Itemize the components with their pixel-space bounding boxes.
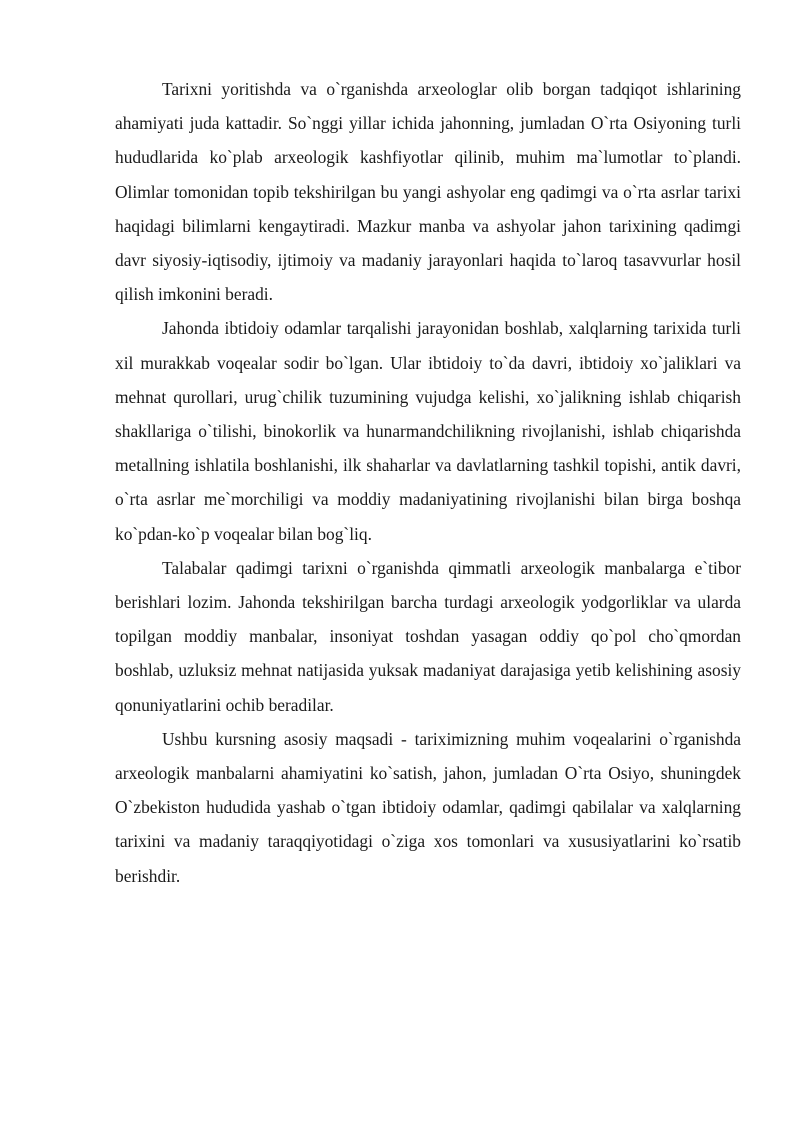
document-page	[115, 72, 741, 893]
paragraph-course-goal: Ushbu kursning asosiy maqsadi - tariximizning muhim voqealarini o`rganishda arxeologik manbalarni ahamiyatini ko`satish, jahon, jumladan O`rta Osiyo, shuningdek O`zbekiston hududida yashab o`tgan ibtidoiy odamlar, qadimgi qabilalar va xalqlarning tarixini va madaniy taraqqiyotidagi o`ziga xos tomonlari va xususiyatlarini ko`rsatib berishdir.	[115, 728, 741, 886]
paragraph-historical-events: Jahonda ibtidoiy odamlar tarqalishi jarayonidan boshlab, xalqlarning tarixida turli xil murakkab voqealar sodir bo`lgan. Ular ibtidoiy to`da davri, ibtidoiy xo`jaliklari va mehnat qurollari, urug`chilik tuzumining vujudga kelishi, xo`jalikning ishlab chiqarish shakllariga o`tilishi, binokorlik va hunarmandchilikning rivojlanishi, ishlab chiqarishda metallning ishlatila boshlanishi, ilk shaharlar va davlatlarning tashkil topishi, antik davri, o`rta asrlar me`morchiligi va moddiy madaniyatining rivojlanishi bilan birga boshqa ko`pdan-ko`p voqealar bilan bog`liq.	[115, 318, 741, 544]
paragraph-students-sources: Talabalar qadimgi tarixni o`rganishda qimmatli arxeologik manbalarga e`tibor berishlari lozim. Jahonda tekshirilgan barcha turdagi arxeologik yodgorliklar va ularda topilgan moddiy manbalar, insoniyat toshdan yasagan oddiy qo`pol cho`qmordan boshlab, uzluksiz mehnat natijasida yuksak madaniyat darajasiga yetib kelishining asosiy qonuniyatlarini ochib beradilar.	[115, 557, 741, 715]
paragraph-archaeology-importance: Tarixni yoritishda va o`rganishda arxeologlar olib borgan tadqiqot ishlarining ahamiyati juda kattadir. So`nggi yillar ichida jahonning, jumladan O`rta Osiyoning turli hududlarida ko`plab arxeologik kashfiyotlar qilinib, muhim ma`lumotlar to`plandi. Olimlar tomonidan topib tekshirilgan bu yangi ashyolar eng qadimgi va o`rta asrlar tarixi haqidagi bilimlarni kengaytiradi. Mazkur manba va ashyolar jahon tarixining qadimgi davr siyosiy-iqtisodiy, ijtimoiy va madaniy jarayonlari haqida to`laroq tasavvurlar hosil qilish imkonini beradi.	[115, 79, 741, 305]
